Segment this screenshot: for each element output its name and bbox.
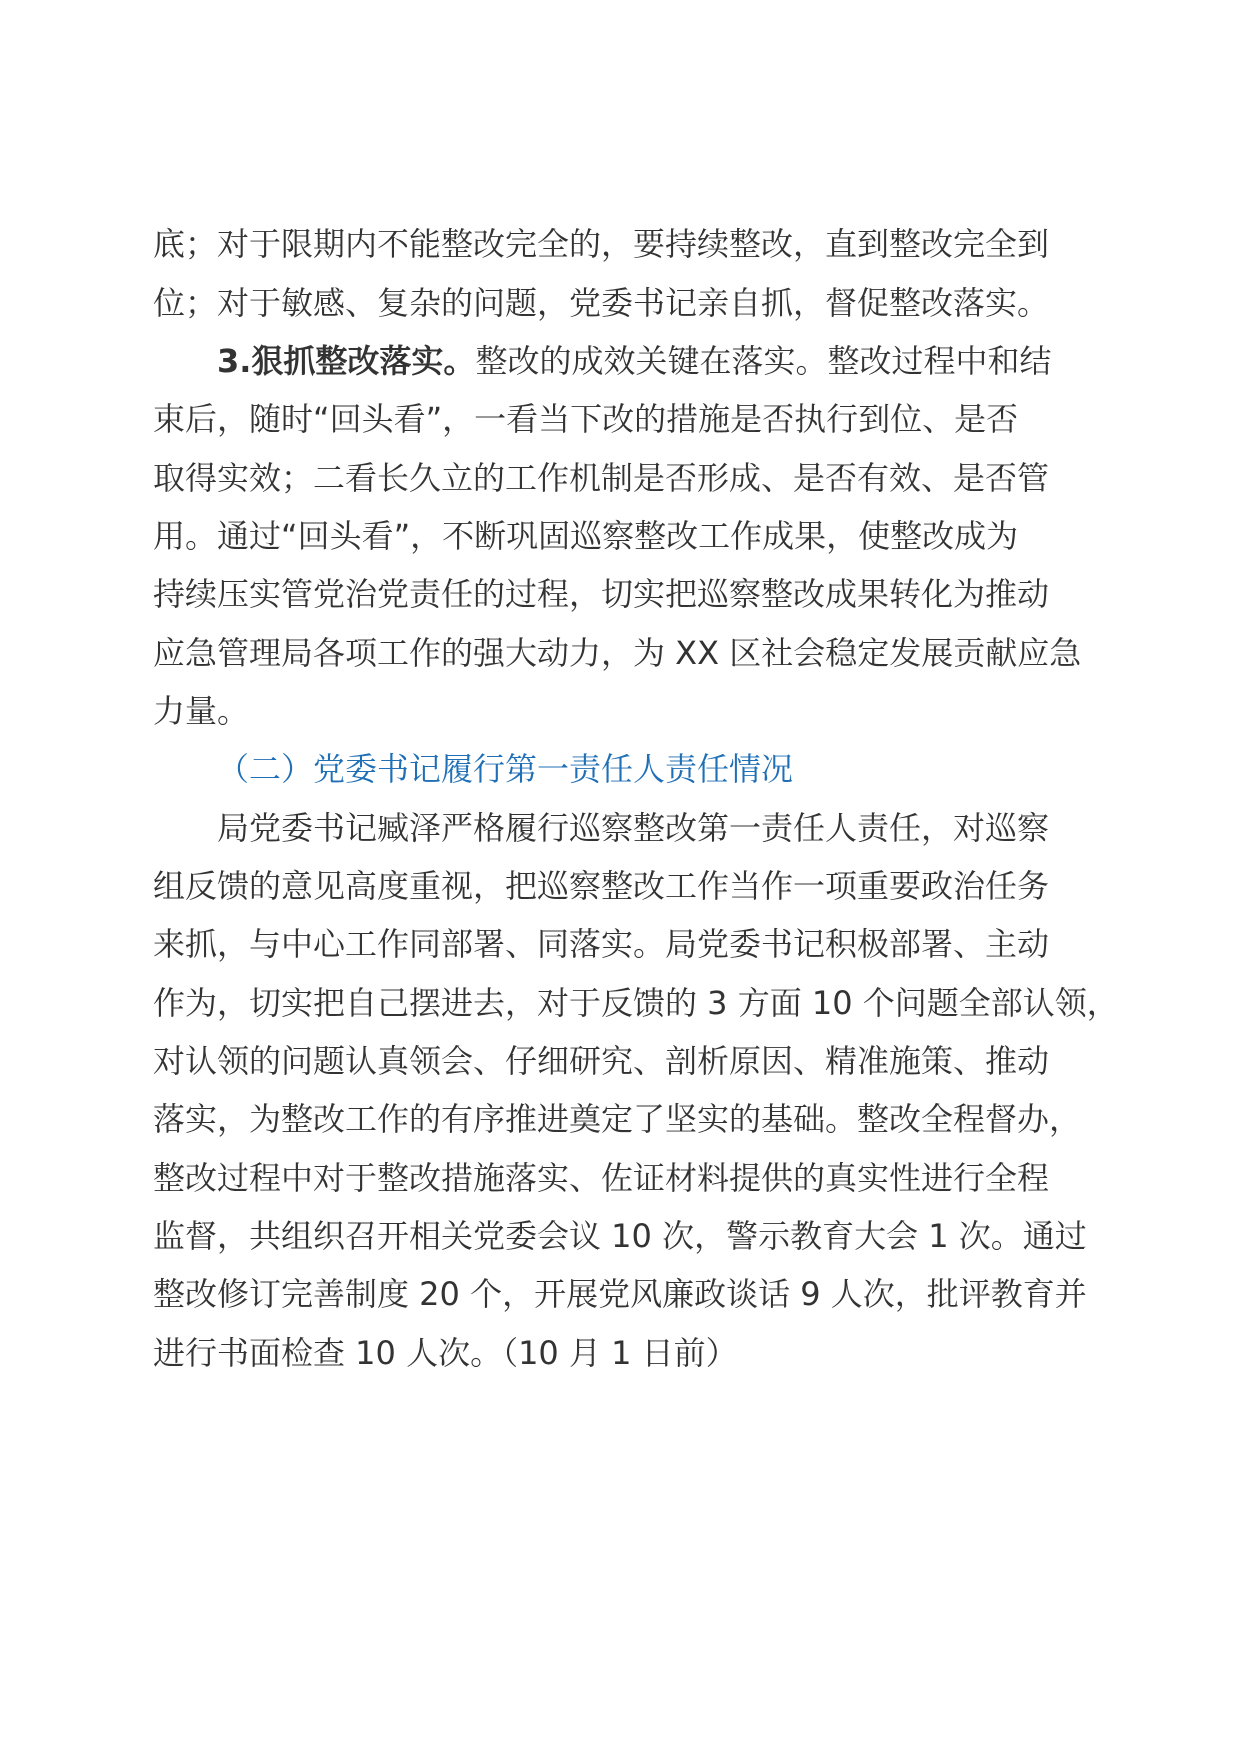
paragraph-line: 整改过程中对于整改措施落实、佐证材料提供的真实性进行全程 (153, 1159, 1050, 1197)
paragraph-line: 进行书面检查 10 人次。（10 月 1 日前） (153, 1334, 738, 1372)
paragraph-line: 底；对于限期内不能整改完全的，要持续整改，直到整改完全到 (153, 225, 1050, 263)
paragraph-first-line (217, 341, 1051, 381)
bold-lead-text: 3.狠抓整改落实。 (217, 342, 476, 380)
paragraph-line: 落实，为整改工作的有序推进奠定了坚实的基础。整改全程督办， (153, 1100, 1082, 1138)
paragraph-line: 组反馈的意见高度重视，把巡察整改工作当作一项重要政治任务 (153, 867, 1050, 905)
paragraph-line: 持续压实管党治党责任的过程，切实把巡察整改成果转化为推动 (153, 575, 1050, 613)
paragraph-line: 位；对于敏感、复杂的问题，党委书记亲自抓，督促整改落实。 (153, 284, 1050, 322)
paragraph-line: 束后，随时“回头看”，一看当下改的措施是否执行到位、是否 (153, 400, 1019, 438)
section-heading: （二）党委书记履行第一责任人责任情况 (217, 750, 794, 788)
paragraph-line: 来抓，与中心工作同部署、同落实。局党委书记积极部署、主动 (153, 925, 1050, 963)
paragraph-first-line: 局党委书记臧泽严格履行巡察整改第一责任人责任，对巡察 (217, 809, 1050, 847)
paragraph-line: 力量。 (153, 692, 250, 730)
paragraph-line: 取得实效；二看长久立的工作机制是否形成、是否有效、是否管 (153, 459, 1050, 497)
paragraph-line: 整改修订完善制度 20 个，开展党风廉政谈话 9 人次，批评教育并 (153, 1275, 1087, 1313)
lead-rest-text: 整改的成效关键在落实。整改过程中和结 (475, 342, 1052, 380)
paragraph-line: 作为，切实把自己摆进去，对于反馈的 3 方面 10 个问题全部认领， (153, 984, 1119, 1022)
paragraph-line: 用。通过“回头看”，不断巩固巡察整改工作成果，使整改成为 (153, 517, 1019, 555)
paragraph-line: 对认领的问题认真领会、仔细研究、剖析原因、精准施策、推动 (153, 1042, 1050, 1080)
paragraph-line: 应急管理局各项工作的强大动力，为 XX 区社会稳定发展贡献应急 (153, 634, 1082, 672)
paragraph-line: 监督，共组织召开相关党委会议 10 次，警示教育大会 1 次。通过 (153, 1217, 1087, 1255)
